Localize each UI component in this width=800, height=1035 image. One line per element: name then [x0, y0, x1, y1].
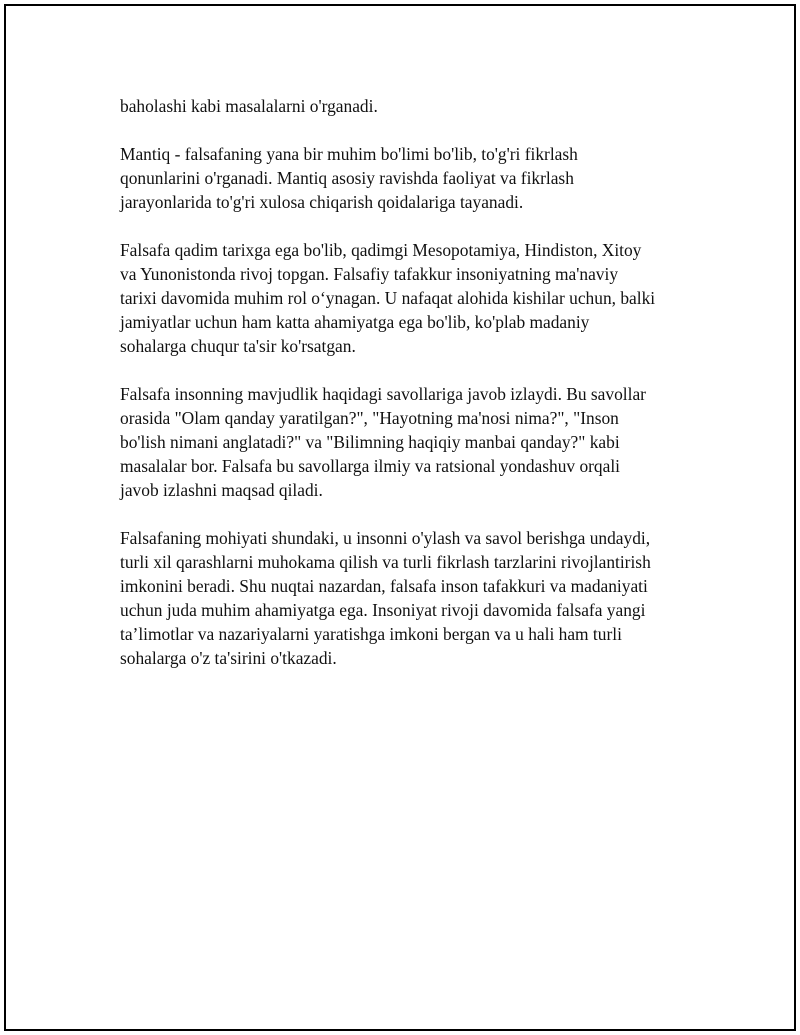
- text-line: orasida "Olam qanday yaratilgan?", "Hayotning ma'nosi nima?", "Inson: [120, 408, 619, 428]
- paragraph-4: [120, 382, 700, 502]
- text-line: bo'lish nimani anglatadi?" va "Bilimning haqiqiy manbai qanday?" kabi: [120, 432, 620, 452]
- text-line: qonunlarini o'rganadi. Mantiq asosiy ravishda faoliyat va fikrlash: [120, 168, 574, 188]
- text-line: baholashi kabi masalalarni o'rganadi.: [120, 96, 378, 116]
- text-line: Falsafaning mohiyati shundaki, u insonni o'ylash va savol berishga undaydi,: [120, 528, 651, 548]
- text-line: sohalarga chuqur ta'sir ko'rsatgan.: [120, 336, 356, 356]
- text-line: ta’limotlar va nazariyalarni yaratishga imkoni bergan va u hali ham turli: [120, 624, 622, 644]
- text-line: imkonini beradi. Shu nuqtai nazardan, falsafa inson tafakkuri va madaniyati: [120, 576, 648, 596]
- text-line: Mantiq - falsafaning yana bir muhim bo'limi bo'lib, to'g'ri fikrlash: [120, 144, 578, 164]
- document-body: [120, 94, 700, 694]
- text-line: tarixi davomida muhim rol o‘ynagan. U nafaqat alohida kishilar uchun, balki: [120, 288, 656, 308]
- text-line: sohalarga o'z ta'sirini o'tkazadi.: [120, 648, 337, 668]
- text-line: Falsafa insonning mavjudlik haqidagi savollariga javob izlaydi. Bu savollar: [120, 384, 646, 404]
- text-line: uchun juda muhim ahamiyatga ega. Insoniyat rivoji davomida falsafa yangi: [120, 600, 646, 620]
- text-line: jarayonlarida to'g'ri xulosa chiqarish qoidalariga tayanadi.: [120, 192, 524, 212]
- text-line: javob izlashni maqsad qiladi.: [120, 480, 323, 500]
- paragraph-1: [120, 94, 700, 118]
- paragraph-3: [120, 238, 700, 358]
- document-page: [4, 4, 796, 1031]
- paragraph-5: [120, 526, 700, 670]
- text-line: masalalar bor. Falsafa bu savollarga ilmiy va ratsional yondashuv orqali: [120, 456, 621, 476]
- text-line: Falsafa qadim tarixga ega bo'lib, qadimgi Mesopotamiya, Hindiston, Xitoy: [120, 240, 642, 260]
- paragraph-2: [120, 142, 700, 214]
- text-line: jamiyatlar uchun ham katta ahamiyatga ega bo'lib, ko'plab madaniy: [120, 312, 590, 332]
- text-line: turli xil qarashlarni muhokama qilish va turli fikrlash tarzlarini rivojlantirish: [120, 552, 651, 572]
- text-line: va Yunonistonda rivoj topgan. Falsafiy tafakkur insoniyatning ma'naviy: [120, 264, 619, 284]
